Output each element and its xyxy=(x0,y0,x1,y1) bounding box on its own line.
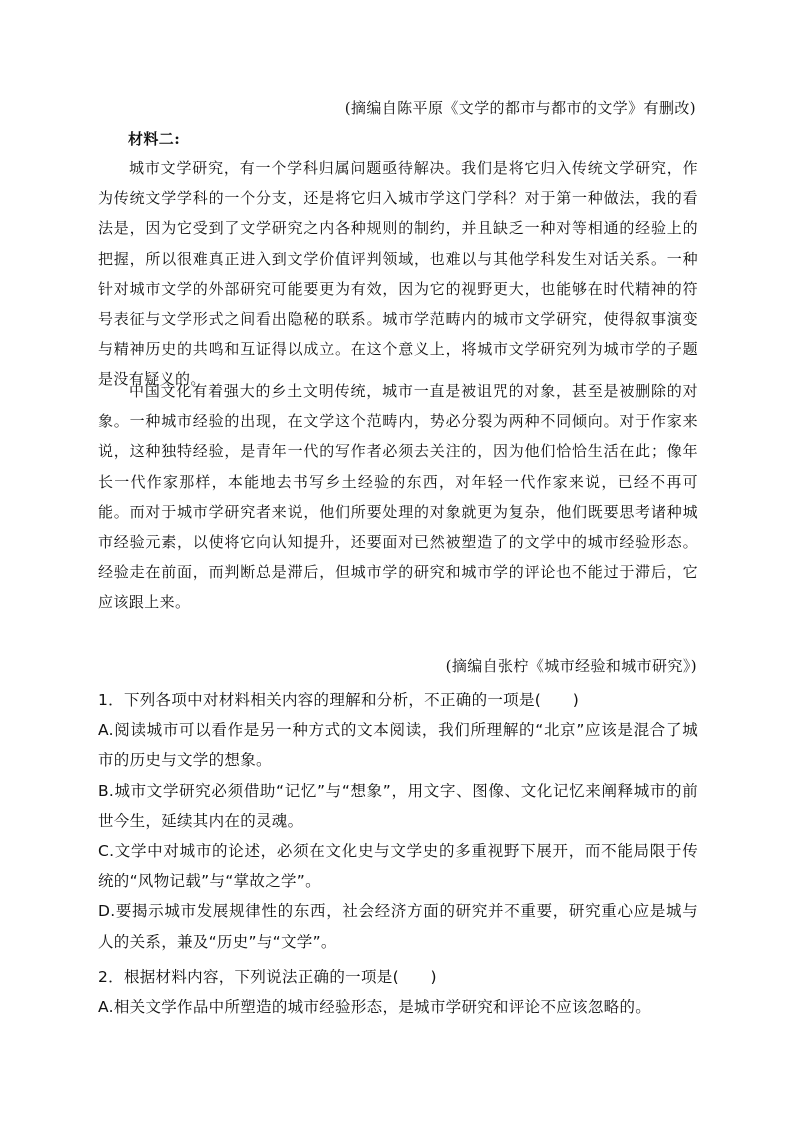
question-stem: 2．根据材料内容，下列说法正确的一项是( ) xyxy=(98,968,437,986)
question-option-a: A.阅读城市可以看作是另一种方式的文本阅读，我们所理解的“北京”应该是混合了城市的历史与文学的想象。 xyxy=(98,721,698,770)
material-paragraph-1: 城市文学研究，有一个学科归属问题亟待解决。我们是将它归入传统文学研究，作为传统文学学科的一个分支，还是将它归入城市学这门学科？对于第一种做法，我的看法是，因为它受到了文学研究之内各种规则的制约，并且缺乏一种对等相通的经验上的把握，所以很难真正进入到文学价值评判领域，也难以与其他学科发生对话关系。一种针对城市文学的外部研究可能要更为有效，因为它的视野更大，也能够在时代精神的符号表征与文学形式之间看出隐秘的联系。城市学范畴内的城市文学研究，使得叙事演变与精神历史的共鸣和互证得以成立。在这个意义上，将城市文学研究列为城市学的子题是没有疑义的。 xyxy=(98,159,698,389)
question-option-b: B.城市文学研究必须借助“记忆”与“想象”，用文字、图像、文化记忆来阐释城市的前世今生，延续其内在的灵魂。 xyxy=(98,781,698,830)
source-citation-bottom: (摘编自张柠《城市经验和城市研究》) xyxy=(445,657,697,675)
question-2 xyxy=(98,962,698,1022)
question-stem: 1．下列各项中对材料相关内容的理解和分析，不正确的一项是( ) xyxy=(98,691,580,709)
question-option-d: D.要揭示城市发展规律性的东西，社会经济方面的研究并不重要，研究重心应是城与人的关系，兼及“历史”与“文学”。 xyxy=(98,902,698,951)
material-paragraph-2: 中国文化有着强大的乡土文明传统，城市一直是被诅咒的对象，甚至是被删除的对象。一种城市经验的出现，在文学这个范畴内，势必分裂为两种不同倾向。对于作家来说，这种独特经验，是青年一代的写作者必须去关注的，因为他们恰恰生活在此；像年长一代作家那样，本能地去书写乡土经验的东西，对年轻一代作家来说，已经不再可能。而对于城市学研究者来说，他们所要处理的对象就更为复杂，他们既要思考诸种城市经验元素，以使将它向认知提升，还要面对已然被塑造了的文学中的城市经验形态。经验走在前面，而判断总是滞后，但城市学的研究和城市学的评论也不能过于滞后，它应该跟上来。 xyxy=(98,382,698,612)
question-option-c: C.文学中对城市的论述，必须在文化史与文学史的多重视野下展开，而不能局限于传统的“风物记载”与“掌故之学”。 xyxy=(98,842,698,891)
question-option-a: A.相关文学作品中所塑造的城市经验形态，是城市学研究和评论不应该忽略的。 xyxy=(98,998,652,1017)
question-1 xyxy=(98,685,698,957)
material-heading: 材料二: xyxy=(128,130,181,148)
source-citation-top: (摘编自陈平原《文学的都市与都市的文学》有删改) xyxy=(344,99,696,117)
